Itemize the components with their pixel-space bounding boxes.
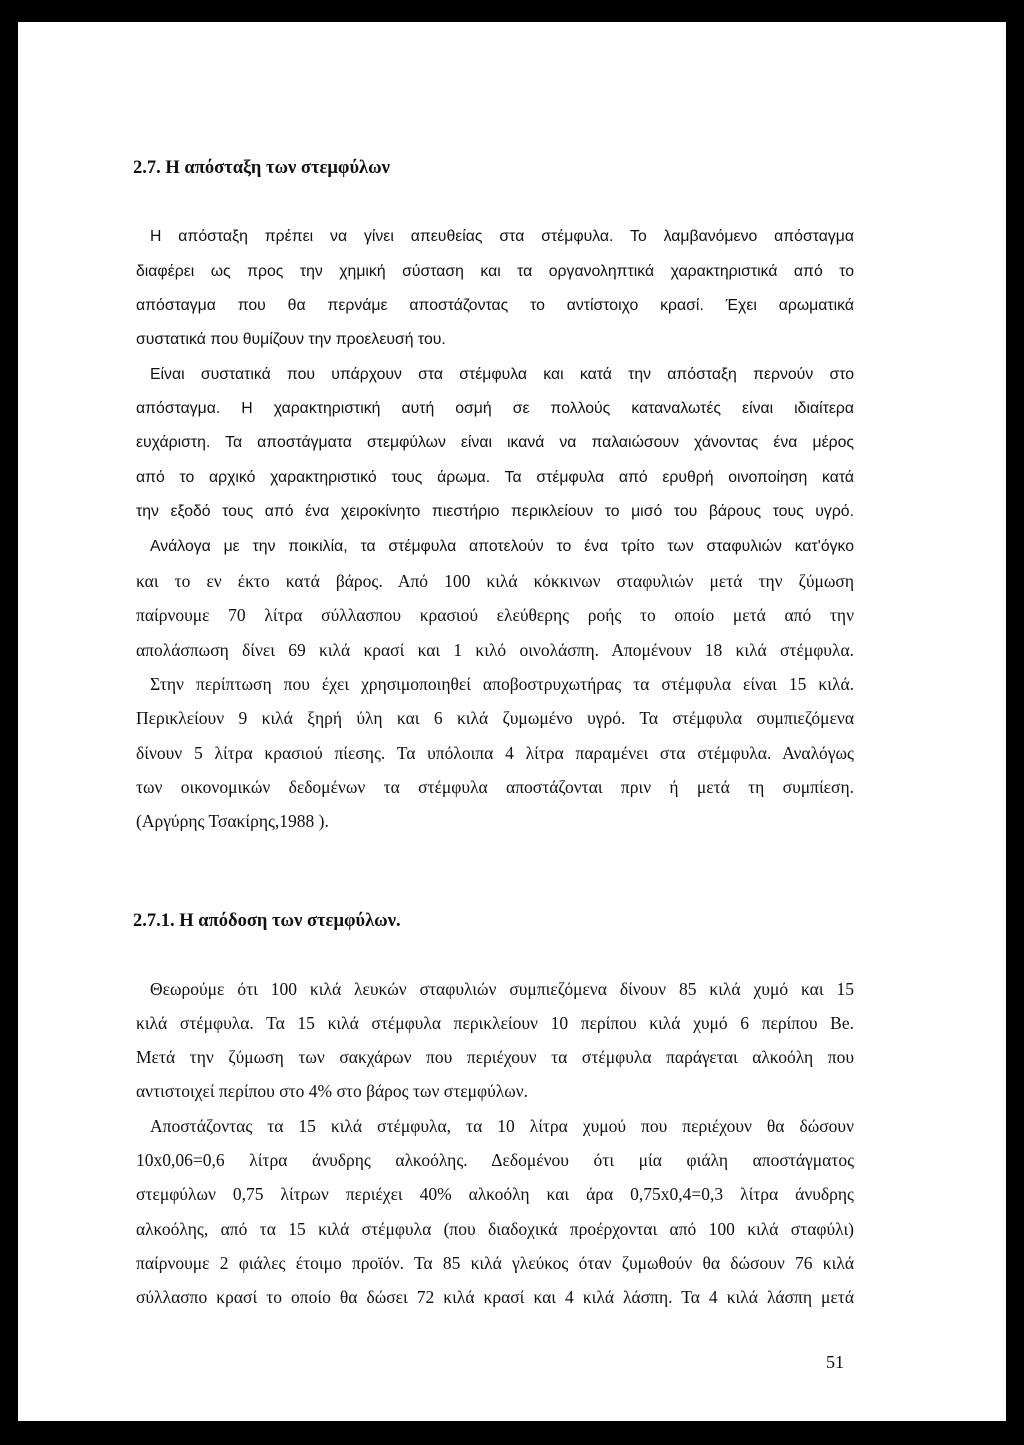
paragraph-line: Στην περίπτωση που έχει χρησιμοποιηθεί αποβοστρυχωτήρας τα στέμφυλα είναι 15 κιλά. (150, 674, 854, 694)
paragraph-line: Είναι συστατικά που υπάρχουν στα στέμφυλα και κατά την απόσταξη περνούν στο (150, 366, 854, 383)
paragraph-line: Η απόσταξη πρέπει να γίνει απευθείας στα στέμφυλα. Το λαμβανόμενο απόσταγμα (150, 228, 854, 245)
citation-line: (Αργύρης Τσακίρης,1988 ). (136, 811, 329, 831)
paragraph-line: απόσταγμα που θα περνάμε αποστάζοντας το αντίστοιχο κρασί. Έχει αρωματικά (136, 297, 854, 314)
paragraph-line: δίνουν 5 λίτρα κρασιού πίεσης. Τα υπόλοιπα 4 λίτρα παραμένει στα στέμφυλα. Αναλόγως (136, 743, 854, 763)
paragraph-line: Θεωρούμε ότι 100 κιλά λευκών σταφυλιών συμπιεζόμενα δίνουν 85 κιλά χυμό και 15 (150, 979, 854, 999)
paragraph-line: στεμφύλων 0,75 λίτρων περιέχει 40% αλκοόλη και άρα 0,75x0,4=0,3 λίτρα άνυδρης (136, 1184, 854, 1204)
paragraph-line: Περικλείουν 9 κιλά ξηρή ύλη και 6 κιλά ζυμωμένο υγρό. Τα στέμφυλα συμπιεζόμενα (136, 708, 854, 728)
paragraph-line: συστατικά που θυμίζουν την προελευσή του. (136, 331, 446, 348)
paragraph-line: και το εν έκτο κατά βάρος. Από 100 κιλά κόκκινων σταφυλιών μετά την ζύμωση (136, 571, 854, 591)
paragraph-line: παίρνουμε 70 λίτρα σύλλασπου κρασιού ελεύθερης ροής το οποίο μετά από την (136, 605, 854, 625)
paragraph-line: παίρνουμε 2 φιάλες έτοιμο προϊόν. Τα 85 κιλά γλεύκος όταν ζυμωθούν θα δώσουν 76 κιλά (136, 1253, 854, 1273)
paragraph-line: την εξοδό τους από ένα χειροκίνητο πιεστήριο περικλείουν το μισό του βάρους τους υγρό. (136, 503, 854, 520)
paragraph-line: 10x0,06=0,6 λίτρα άνυδρης αλκοόλης. Δεδομένου ότι μία φιάλη αποστάγματος (136, 1150, 854, 1170)
paragraph-line: απολάσπωση δίνει 69 κιλά κρασί και 1 κιλό οινολάσπη. Απομένουν 18 κιλά στέμφυλα. (136, 640, 854, 660)
paragraph-line: από το αρχικό χαρακτηριστικό τους άρωμα. Τα στέμφυλα από ερυθρή οινοποίηση κατά (136, 469, 854, 486)
paragraph-line: σύλλασπο κρασί το οποίο θα δώσει 72 κιλά κρασί και 4 κιλά λάσπη. Τα 4 κιλά λάσπη μετά (136, 1287, 854, 1307)
paragraph-line: απόσταγμα. Η χαρακτηριστική αυτή οσμή σε πολλούς καταναλωτές είναι ιδιαίτερα (136, 400, 854, 417)
paragraph-line: αντιστοιχεί περίπου στο 4% στο βάρος των στεμφύλων. (136, 1081, 529, 1101)
paragraph-line: κιλά στέμφυλα. Τα 15 κιλά στέμφυλα περικλείουν 10 περίπου κιλά χυμό 6 περίπου Be. (136, 1013, 854, 1033)
subsection-heading: 2.7.1. Η απόδοση των στεμφύλων. (133, 911, 401, 931)
paragraph-line: ευχάριστη. Τα αποστάγματα στεμφύλων είναι ικανά να παλαιώσουν χάνοντας ένα μέρος (136, 434, 854, 451)
paragraph-line: των οικονομικών δεδομένων τα στέμφυλα αποστάζονται πριν ή μετά τη συμπίεση. (136, 777, 854, 797)
paragraph-line: αλκοόλης, από τα 15 κιλά στέμφυλα (που διαδοχικά προέρχονται από 100 κιλά σταφύλι) (136, 1219, 854, 1239)
paragraph-line: διαφέρει ως προς την χημική σύσταση και τα οργανοληπτικά χαρακτηριστικά από το (136, 263, 854, 280)
paragraph-line: Ανάλογα με την ποικιλία, τα στέμφυλα αποτελούν το ένα τρίτο των σταφυλιών κατ'όγκο (150, 538, 854, 555)
page-number: 51 (826, 1352, 844, 1372)
paragraph-line: Μετά την ζύμωση των σακχάρων που περιέχουν τα στέμφυλα παράγεται αλκοόλη που (136, 1047, 854, 1067)
paragraph-line: Αποστάζοντας τα 15 κιλά στέμφυλα, τα 10 λίτρα χυμού που περιέχουν θα δώσουν (150, 1116, 854, 1136)
section-heading: 2.7. Η απόσταξη των στεμφύλων (133, 158, 390, 178)
